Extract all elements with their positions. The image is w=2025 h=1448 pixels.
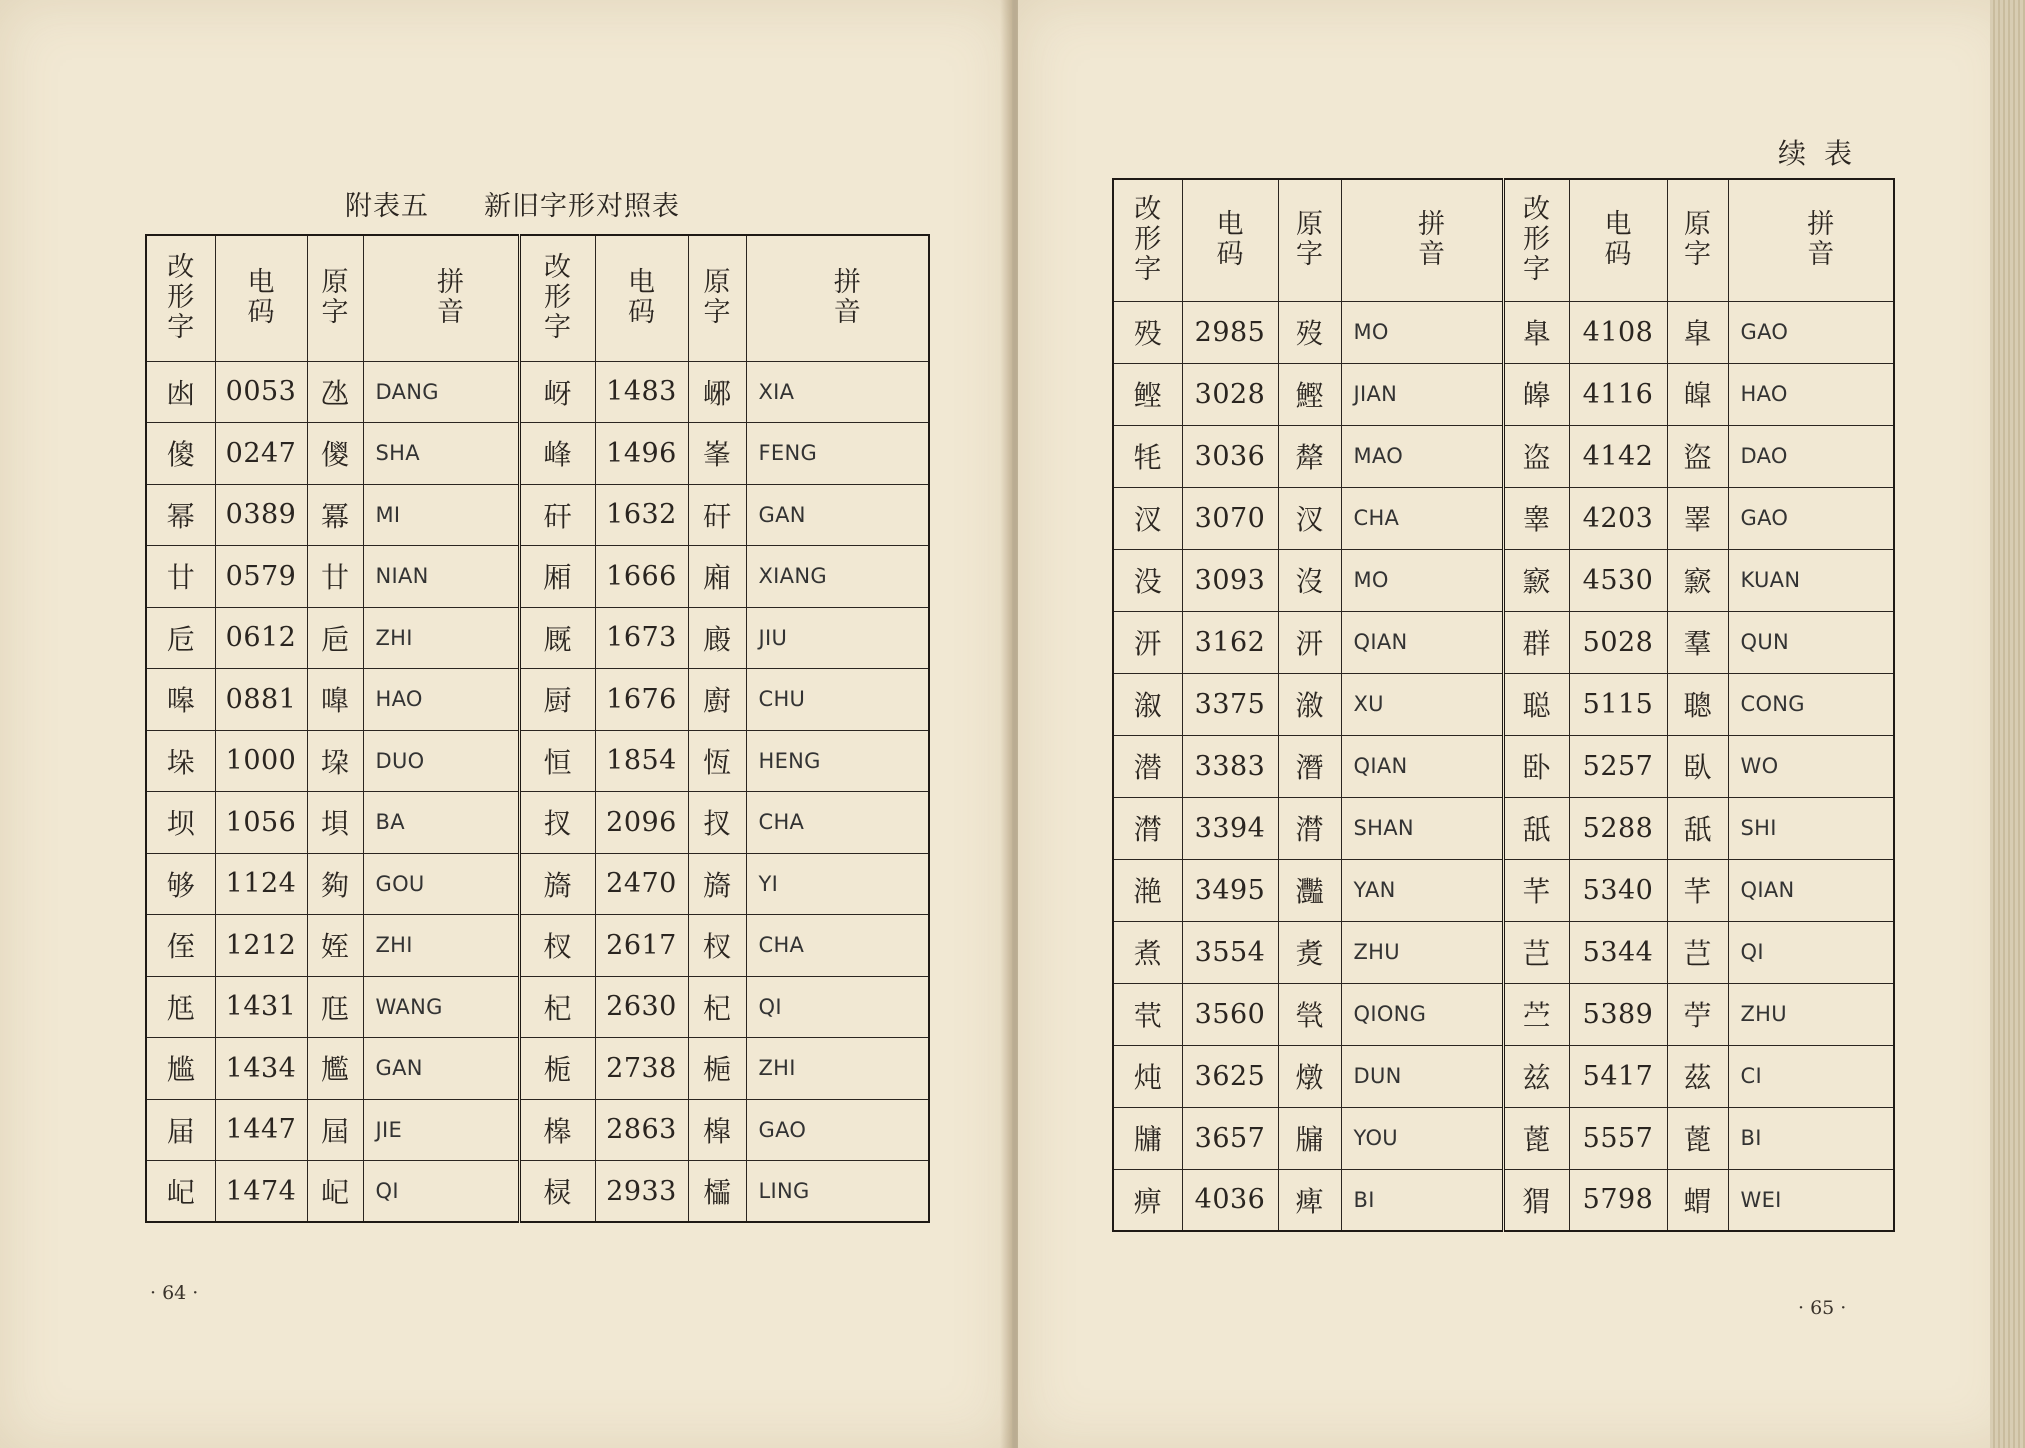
telegraph-code-cell: 0389 <box>215 484 307 546</box>
changed-char-cell: 幂 <box>146 484 215 546</box>
pinyin-cell: WO <box>1728 735 1894 797</box>
pinyin-cell: XIA <box>746 361 929 423</box>
original-char-cell: 潸 <box>1278 797 1341 859</box>
telegraph-code-cell: 2470 <box>595 853 688 915</box>
pinyin-cell: LING <box>746 1161 929 1223</box>
original-char-cell: 梔 <box>688 1038 746 1100</box>
original-char-cell: 儍 <box>307 423 363 485</box>
changed-char-cell: 尴 <box>146 1038 215 1100</box>
original-char-cell: 恆 <box>688 730 746 792</box>
table-row <box>146 1099 929 1161</box>
original-char-cell: 廿 <box>307 546 363 608</box>
telegraph-code-cell: 3394 <box>1182 797 1278 859</box>
pinyin-cell: MI <box>363 484 519 546</box>
telegraph-code-cell: 1632 <box>595 484 688 546</box>
changed-char-cell: 炖 <box>1113 1045 1182 1107</box>
changed-char-cell: 牗 <box>1113 1107 1182 1169</box>
changed-char-cell: 皞 <box>1503 363 1569 425</box>
original-char-cell: 芊 <box>1667 859 1728 921</box>
telegraph-code-cell: 5417 <box>1569 1045 1667 1107</box>
telegraph-code-cell: 1431 <box>215 976 307 1038</box>
changed-char-cell: 够 <box>146 853 215 915</box>
table-row <box>1113 735 1894 797</box>
original-char-cell: 燉 <box>1278 1045 1341 1107</box>
table-header-row <box>1113 179 1894 301</box>
table-row <box>1113 673 1894 735</box>
pinyin-cell: ZHI <box>363 607 519 669</box>
table-row <box>1113 1107 1894 1169</box>
pinyin-cell: QIAN <box>1341 735 1503 797</box>
original-char-cell: 嘷 <box>307 669 363 731</box>
telegraph-code-cell: 3495 <box>1182 859 1278 921</box>
changed-char-cell: 芑 <box>1503 921 1569 983</box>
pinyin-cell: SHI <box>1728 797 1894 859</box>
pinyin-cell: SHA <box>363 423 519 485</box>
pinyin-cell: JIE <box>363 1099 519 1161</box>
header-pinyin: 拼音 <box>363 235 519 361</box>
pinyin-cell: FENG <box>746 423 929 485</box>
telegraph-code-cell: 3625 <box>1182 1045 1278 1107</box>
header-original: 原字 <box>1667 179 1728 301</box>
changed-char-cell: 潸 <box>1113 797 1182 859</box>
telegraph-code-cell: 5389 <box>1569 983 1667 1045</box>
pinyin-cell: JIAN <box>1341 363 1503 425</box>
original-char-cell: 櫺 <box>688 1161 746 1223</box>
pinyin-cell: BI <box>1341 1169 1503 1231</box>
pinyin-cell: QIONG <box>1341 983 1503 1045</box>
original-char-cell: 潛 <box>1278 735 1341 797</box>
table-header-row <box>146 235 929 361</box>
original-char-cell: 沒 <box>1278 549 1341 611</box>
changed-char-cell: 廿 <box>146 546 215 608</box>
telegraph-code-cell: 5340 <box>1569 859 1667 921</box>
original-char-cell: 峫 <box>688 361 746 423</box>
original-char-cell: 芑 <box>1667 921 1728 983</box>
changed-char-cell: 群 <box>1503 611 1569 673</box>
changed-char-cell: 茕 <box>1113 983 1182 1045</box>
table-row <box>146 915 929 977</box>
original-char-cell: 杈 <box>688 915 746 977</box>
pinyin-cell: GAN <box>363 1038 519 1100</box>
changed-char-cell: 牦 <box>1113 425 1182 487</box>
table-row <box>146 730 929 792</box>
telegraph-code-cell: 3070 <box>1182 487 1278 549</box>
original-char-cell: 汊 <box>1278 487 1341 549</box>
original-char-cell: 窾 <box>1667 549 1728 611</box>
telegraph-code-cell: 3028 <box>1182 363 1278 425</box>
changed-char-cell: 棂 <box>519 1161 595 1223</box>
table-row <box>1113 611 1894 673</box>
original-char-cell: 矸 <box>688 484 746 546</box>
character-table-right <box>1112 178 1895 1232</box>
telegraph-code-cell: 1483 <box>595 361 688 423</box>
telegraph-code-cell: 4036 <box>1182 1169 1278 1231</box>
original-char-cell: 蝟 <box>1667 1169 1728 1231</box>
changed-char-cell: 峰 <box>519 423 595 485</box>
pinyin-cell: QI <box>1728 921 1894 983</box>
pinyin-cell: KUAN <box>1728 549 1894 611</box>
header-code: 电码 <box>1569 179 1667 301</box>
pinyin-cell: MAO <box>1341 425 1503 487</box>
header-pinyin: 拼音 <box>746 235 929 361</box>
telegraph-code-cell: 2985 <box>1182 301 1278 363</box>
table-row <box>1113 859 1894 921</box>
table-row <box>146 1038 929 1100</box>
table-row <box>146 669 929 731</box>
telegraph-code-cell: 1854 <box>595 730 688 792</box>
telegraph-code-cell: 4116 <box>1569 363 1667 425</box>
telegraph-code-cell: 2863 <box>595 1099 688 1161</box>
table-row <box>146 607 929 669</box>
table-row <box>146 853 929 915</box>
left-page <box>0 0 1012 1448</box>
page-edges <box>1990 0 2025 1448</box>
original-char-cell: 扠 <box>688 792 746 854</box>
changed-char-cell: 侄 <box>146 915 215 977</box>
continued-label: 续表 <box>1778 137 1871 170</box>
pinyin-cell: ZHI <box>363 915 519 977</box>
table-row <box>1113 1045 1894 1107</box>
pinyin-cell: WANG <box>363 976 519 1038</box>
table-row <box>1113 983 1894 1045</box>
original-char-cell: 痺 <box>1278 1169 1341 1231</box>
table-row <box>146 484 929 546</box>
pinyin-cell: XU <box>1341 673 1503 735</box>
telegraph-code-cell: 4530 <box>1569 549 1667 611</box>
telegraph-code-cell: 0881 <box>215 669 307 731</box>
header-code: 电码 <box>595 235 688 361</box>
appendix-label: 附表五 <box>345 191 429 222</box>
table-row <box>1113 487 1894 549</box>
original-char-cell: 汧 <box>1278 611 1341 673</box>
telegraph-code-cell: 2738 <box>595 1038 688 1100</box>
changed-char-cell: 杈 <box>519 915 595 977</box>
original-char-cell: 夠 <box>307 853 363 915</box>
header-original: 原字 <box>307 235 363 361</box>
telegraph-code-cell: 2096 <box>595 792 688 854</box>
table-row <box>1113 797 1894 859</box>
original-char-cell: 尷 <box>307 1038 363 1100</box>
telegraph-code-cell: 1124 <box>215 853 307 915</box>
changed-char-cell: 溆 <box>1113 673 1182 735</box>
changed-char-cell: 汧 <box>1113 611 1182 673</box>
original-char-cell: 睪 <box>1667 487 1728 549</box>
original-char-cell: 鰹 <box>1278 363 1341 425</box>
telegraph-code-cell: 3560 <box>1182 983 1278 1045</box>
changed-char-cell: 汊 <box>1113 487 1182 549</box>
pinyin-cell: GAO <box>1728 301 1894 363</box>
original-char-cell: 尫 <box>307 976 363 1038</box>
header-pinyin: 拼音 <box>1728 179 1894 301</box>
original-char-cell: 苧 <box>1667 983 1728 1045</box>
telegraph-code-cell: 3036 <box>1182 425 1278 487</box>
character-table-left <box>145 234 930 1223</box>
table-row <box>1113 1169 1894 1231</box>
original-char-cell: 灩 <box>1278 859 1341 921</box>
telegraph-code-cell: 1474 <box>215 1161 307 1223</box>
table-row <box>1113 363 1894 425</box>
changed-char-cell: 凼 <box>146 361 215 423</box>
changed-char-cell: 厩 <box>519 607 595 669</box>
changed-char-cell: 臯 <box>1503 301 1569 363</box>
right-page <box>1018 0 2018 1448</box>
pinyin-cell: GAN <box>746 484 929 546</box>
changed-char-cell: 滟 <box>1113 859 1182 921</box>
table-row <box>1113 301 1894 363</box>
telegraph-code-cell: 0053 <box>215 361 307 423</box>
telegraph-code-cell: 5028 <box>1569 611 1667 673</box>
telegraph-code-cell: 3375 <box>1182 673 1278 735</box>
original-char-cell: 姪 <box>307 915 363 977</box>
telegraph-code-cell: 4203 <box>1569 487 1667 549</box>
page-number: · 64 · <box>150 1282 199 1304</box>
changed-char-cell: 痹 <box>1113 1169 1182 1231</box>
table-row <box>146 976 929 1038</box>
pinyin-cell: WEI <box>1728 1169 1894 1231</box>
pinyin-cell: MO <box>1341 301 1503 363</box>
changed-char-cell: 屺 <box>146 1161 215 1223</box>
original-char-cell: 聰 <box>1667 673 1728 735</box>
original-char-cell: 皐 <box>1667 301 1728 363</box>
pinyin-cell: QIAN <box>1341 611 1503 673</box>
header-original: 原字 <box>688 235 746 361</box>
pinyin-cell: YOU <box>1341 1107 1503 1169</box>
changed-char-cell: 舐 <box>1503 797 1569 859</box>
telegraph-code-cell: 5288 <box>1569 797 1667 859</box>
original-char-cell: 臥 <box>1667 735 1728 797</box>
original-char-cell: 歿 <box>1278 301 1341 363</box>
original-char-cell: 屺 <box>307 1161 363 1223</box>
original-char-cell: 旖 <box>688 853 746 915</box>
original-char-cell: 蓖 <box>1667 1107 1728 1169</box>
original-char-cell: 煢 <box>1278 983 1341 1045</box>
original-char-cell: 屆 <box>307 1099 363 1161</box>
table-row <box>146 546 929 608</box>
changed-char-cell: 岈 <box>519 361 595 423</box>
pinyin-cell: BA <box>363 792 519 854</box>
telegraph-code-cell: 1056 <box>215 792 307 854</box>
changed-char-cell: 嗥 <box>146 669 215 731</box>
changed-char-cell: 扠 <box>519 792 595 854</box>
changed-char-cell: 栀 <box>519 1038 595 1100</box>
telegraph-code-cell: 1666 <box>595 546 688 608</box>
header-original: 原字 <box>1278 179 1341 301</box>
pinyin-cell: YI <box>746 853 929 915</box>
telegraph-code-cell: 4108 <box>1569 301 1667 363</box>
changed-char-cell: 傻 <box>146 423 215 485</box>
telegraph-code-cell: 3554 <box>1182 921 1278 983</box>
header-pinyin: 拼音 <box>1341 179 1503 301</box>
pinyin-cell: DANG <box>363 361 519 423</box>
pinyin-cell: ZHU <box>1728 983 1894 1045</box>
original-char-cell: 煑 <box>1278 921 1341 983</box>
pinyin-cell: HAO <box>363 669 519 731</box>
changed-char-cell: 尪 <box>146 976 215 1038</box>
header-changed: 改形字 <box>1113 179 1182 301</box>
table-row <box>1113 425 1894 487</box>
original-char-cell: 廄 <box>688 607 746 669</box>
original-char-cell: 犛 <box>1278 425 1341 487</box>
pinyin-cell: CHA <box>1341 487 1503 549</box>
original-char-cell: 廂 <box>688 546 746 608</box>
table-row <box>146 423 929 485</box>
pinyin-cell: ZHU <box>1341 921 1503 983</box>
telegraph-code-cell: 5344 <box>1569 921 1667 983</box>
changed-char-cell: 没 <box>1113 549 1182 611</box>
page-number: · 65 · <box>1798 1297 1847 1319</box>
pinyin-cell: BI <box>1728 1107 1894 1169</box>
pinyin-cell: CHU <box>746 669 929 731</box>
pinyin-cell: XIANG <box>746 546 929 608</box>
telegraph-code-cell: 0612 <box>215 607 307 669</box>
telegraph-code-cell: 0247 <box>215 423 307 485</box>
original-char-cell: 垻 <box>307 792 363 854</box>
telegraph-code-cell: 1496 <box>595 423 688 485</box>
telegraph-code-cell: 2630 <box>595 976 688 1038</box>
telegraph-code-cell: 1212 <box>215 915 307 977</box>
telegraph-code-cell: 5257 <box>1569 735 1667 797</box>
table-row <box>146 361 929 423</box>
original-char-cell: 槹 <box>688 1099 746 1161</box>
pinyin-cell: DUN <box>1341 1045 1503 1107</box>
telegraph-code-cell: 1673 <box>595 607 688 669</box>
original-char-cell: 皡 <box>1667 363 1728 425</box>
pinyin-cell: DUO <box>363 730 519 792</box>
changed-char-cell: 坝 <box>146 792 215 854</box>
pinyin-cell: DAO <box>1728 425 1894 487</box>
changed-char-cell: 聪 <box>1503 673 1569 735</box>
changed-char-cell: 苎 <box>1503 983 1569 1045</box>
pinyin-cell: GOU <box>363 853 519 915</box>
telegraph-code-cell: 3162 <box>1182 611 1278 673</box>
changed-char-cell: 煮 <box>1113 921 1182 983</box>
changed-char-cell: 兹 <box>1503 1045 1569 1107</box>
pinyin-cell: QI <box>363 1161 519 1223</box>
table-row <box>146 792 929 854</box>
changed-char-cell: 潜 <box>1113 735 1182 797</box>
pinyin-cell: MO <box>1341 549 1503 611</box>
pinyin-cell: CHA <box>746 792 929 854</box>
original-char-cell: 氹 <box>307 361 363 423</box>
pinyin-cell: SHAN <box>1341 797 1503 859</box>
telegraph-code-cell: 5115 <box>1569 673 1667 735</box>
pinyin-cell: HAO <box>1728 363 1894 425</box>
pinyin-cell: ZHI <box>746 1038 929 1100</box>
changed-char-cell: 鲣 <box>1113 363 1182 425</box>
original-char-cell: 茲 <box>1667 1045 1728 1107</box>
original-char-cell: 舐 <box>1667 797 1728 859</box>
pinyin-cell: CHA <box>746 915 929 977</box>
pinyin-cell: GAO <box>746 1099 929 1161</box>
telegraph-code-cell: 5798 <box>1569 1169 1667 1231</box>
header-changed: 改形字 <box>146 235 215 361</box>
changed-char-cell: 杞 <box>519 976 595 1038</box>
header-changed: 改形字 <box>519 235 595 361</box>
telegraph-code-cell: 1447 <box>215 1099 307 1161</box>
pinyin-cell: CONG <box>1728 673 1894 735</box>
telegraph-code-cell: 1676 <box>595 669 688 731</box>
table-row <box>1113 921 1894 983</box>
changed-char-cell: 盗 <box>1503 425 1569 487</box>
original-char-cell: 垜 <box>307 730 363 792</box>
changed-char-cell: 猬 <box>1503 1169 1569 1231</box>
changed-char-cell: 芊 <box>1503 859 1569 921</box>
changed-char-cell: 旖 <box>519 853 595 915</box>
changed-char-cell: 卧 <box>1503 735 1569 797</box>
pinyin-cell: CI <box>1728 1045 1894 1107</box>
changed-char-cell: 卮 <box>146 607 215 669</box>
original-char-cell: 廚 <box>688 669 746 731</box>
telegraph-code-cell: 2617 <box>595 915 688 977</box>
changed-char-cell: 届 <box>146 1099 215 1161</box>
telegraph-code-cell: 1000 <box>215 730 307 792</box>
changed-char-cell: 厨 <box>519 669 595 731</box>
header-code: 电码 <box>1182 179 1278 301</box>
original-char-cell: 杞 <box>688 976 746 1038</box>
original-char-cell: 牖 <box>1278 1107 1341 1169</box>
pinyin-cell: GAO <box>1728 487 1894 549</box>
original-char-cell: 巵 <box>307 607 363 669</box>
changed-char-cell: 矸 <box>519 484 595 546</box>
pinyin-cell: QUN <box>1728 611 1894 673</box>
original-char-cell: 峯 <box>688 423 746 485</box>
original-char-cell: 盜 <box>1667 425 1728 487</box>
original-char-cell: 冪 <box>307 484 363 546</box>
changed-char-cell: 蓖 <box>1503 1107 1569 1169</box>
pinyin-cell: QIAN <box>1728 859 1894 921</box>
pinyin-cell: HENG <box>746 730 929 792</box>
telegraph-code-cell: 5557 <box>1569 1107 1667 1169</box>
changed-char-cell: 殁 <box>1113 301 1182 363</box>
pinyin-cell: JIU <box>746 607 929 669</box>
changed-char-cell: 睾 <box>1503 487 1569 549</box>
telegraph-code-cell: 3383 <box>1182 735 1278 797</box>
table-name: 新旧字形对照表 <box>484 191 680 222</box>
telegraph-code-cell: 0579 <box>215 546 307 608</box>
pinyin-cell: NIAN <box>363 546 519 608</box>
table-title <box>345 184 680 223</box>
telegraph-code-cell: 4142 <box>1569 425 1667 487</box>
table-row <box>146 1161 929 1223</box>
changed-char-cell: 槔 <box>519 1099 595 1161</box>
telegraph-code-cell: 3093 <box>1182 549 1278 611</box>
telegraph-code-cell: 3657 <box>1182 1107 1278 1169</box>
header-code: 电码 <box>215 235 307 361</box>
changed-char-cell: 恒 <box>519 730 595 792</box>
table-row <box>1113 549 1894 611</box>
telegraph-code-cell: 1434 <box>215 1038 307 1100</box>
original-char-cell: 羣 <box>1667 611 1728 673</box>
original-char-cell: 漵 <box>1278 673 1341 735</box>
telegraph-code-cell: 2933 <box>595 1161 688 1223</box>
changed-char-cell: 厢 <box>519 546 595 608</box>
pinyin-cell: QI <box>746 976 929 1038</box>
header-changed: 改形字 <box>1503 179 1569 301</box>
pinyin-cell: YAN <box>1341 859 1503 921</box>
changed-char-cell: 垛 <box>146 730 215 792</box>
changed-char-cell: 窾 <box>1503 549 1569 611</box>
